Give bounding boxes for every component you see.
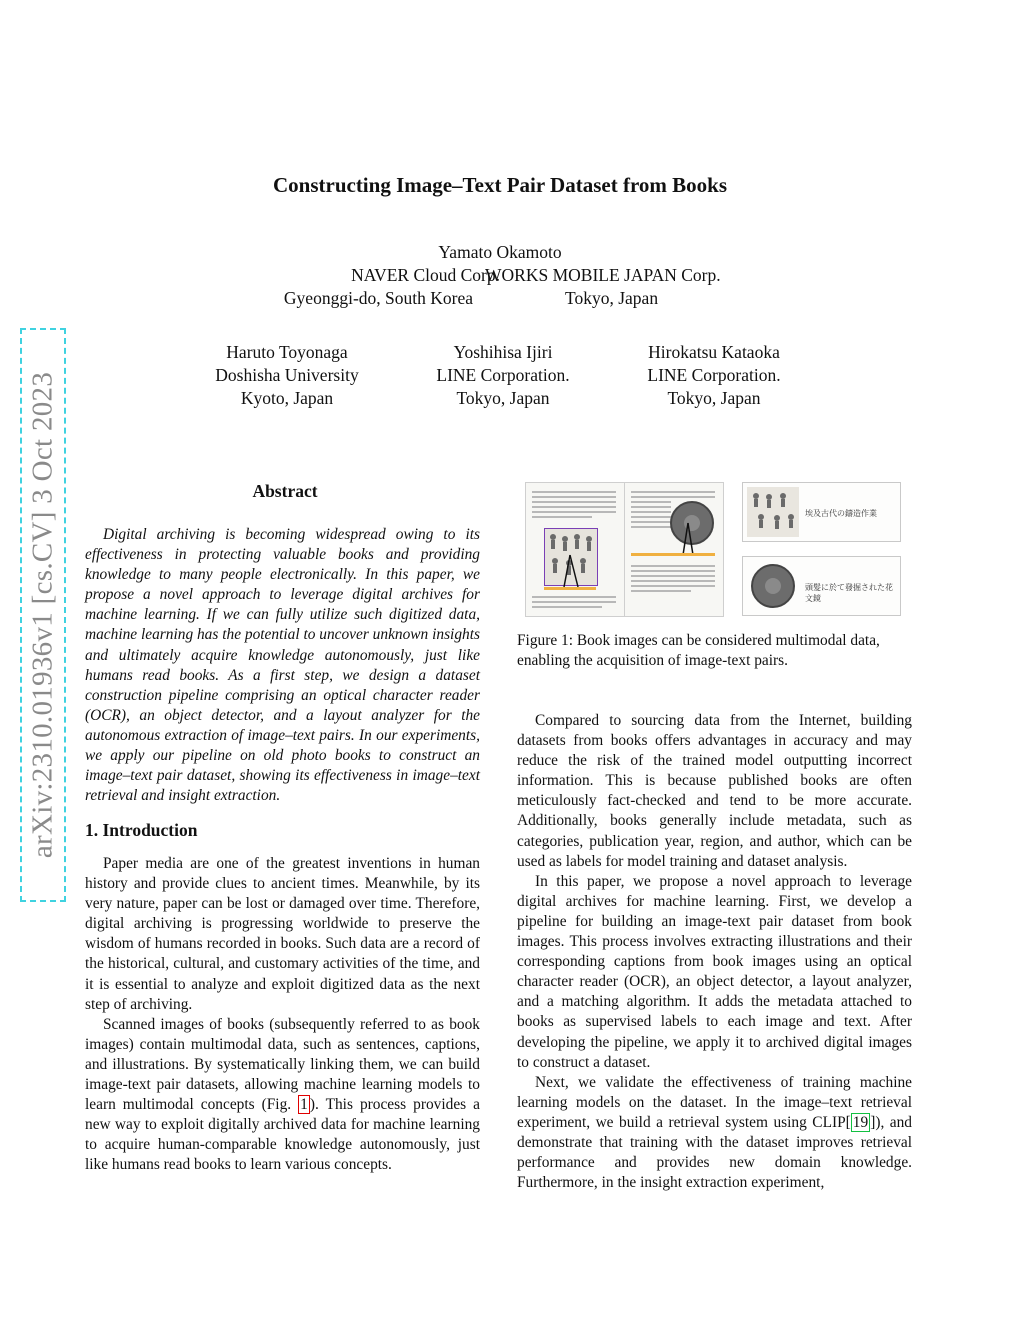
author-location-tokyo: Tokyo, Japan (565, 288, 659, 308)
pair-1-illustration-image (747, 487, 799, 537)
figure-1-reference-link[interactable]: 1 (300, 1096, 308, 1114)
pair-1-caption: 埃及古代の鑄造作業 (805, 509, 877, 518)
author-location: Kyoto, Japan (240, 388, 334, 408)
author-affiliation: Doshisha University (215, 365, 359, 385)
book-page-right-image (624, 482, 724, 617)
figure-1 (525, 480, 905, 618)
author-affiliation-naver: NAVER Cloud Corp. (351, 265, 500, 285)
pair-2-mirror-image (751, 564, 795, 608)
author-kataoka (614, 341, 814, 410)
right-column-body (517, 711, 912, 1193)
author-name: Yoshihisa Ijiri (453, 342, 553, 362)
book-page-left-image (525, 482, 625, 617)
author-toyonaga (187, 341, 387, 410)
section-heading-introduction: 1. Introduction (85, 820, 198, 840)
intro-paragraph-1: Paper media are one of the greatest inventions in human history and provide clues to ancient times. Meanwhile, by its very nature, paper can be lost or damaged over time. Therefore, digital archiving is progressing worldwide to preserve the wisdom of humans recorded in books. Such data are a record of the historical, cultural, and customary activities of the time, and it is essential to analyze and exploit digitized data as the next step of archiving. (85, 855, 480, 1013)
abstract-heading: Abstract (252, 481, 318, 501)
author-name: Hirokatsu Kataoka (648, 342, 780, 362)
author-location: Tokyo, Japan (667, 388, 761, 408)
figure-1-caption: Figure 1: Book images can be considered multimodal data, enabling the acquisition of image-text pairs. (517, 632, 880, 670)
arxiv-stamp-text: arXiv:2310.01936v1 [cs.CV] 3 Oct 2023 (26, 371, 59, 859)
caption-bbox (631, 553, 715, 556)
author-ijiri (403, 341, 603, 410)
arxiv-stamp-link[interactable] (20, 328, 66, 902)
right-paragraph-2: In this paper, we propose a novel approach to leverage digital archives for machine learning. First, we develop a pipeline for building an image-text pair dataset from book images. This process involves extracting illustrations and their corresponding captions from book images using an optical character reader (OCR), an object detector, a layout analyzer, and a matching algorithm. It adds the metadata attached to books as supervised labels to each image and text. After developing the pipeline, we apply it to archived digital images to construct a dataset. (517, 872, 912, 1071)
author-affiliation: LINE Corporation. (647, 365, 781, 385)
citation-19-link[interactable]: 19 (852, 1113, 869, 1131)
pair-panel-1 (742, 482, 901, 542)
right-paragraph-3: Next, we validate the effectiveness of training machine learning models on the dataset. In the image–text retrieval experiment, we build a retrieval system using CLIP[ 19 ]), and demonstrate that training with the dataset improves retrieval performance and provides new domain knowledge. Furthermore, in the insight extraction experiment, (517, 1073, 912, 1192)
author-location-gyeonggi: Gyeonggi-do, South Korea (283, 288, 473, 308)
pair-2-caption: 頭髪に於て發掘された花文鏡 (805, 583, 893, 603)
author-name-okamoto: Yamato Okamoto (438, 242, 562, 262)
pair-panel-2 (742, 556, 901, 616)
intro-paragraph-2: Scanned images of books (subsequently referred to as book images) contain multimodal data, such as sentences, captions, and illustrations. By systematically linking them, we can build image-text pair datasets, allowing machine learning models to learn multimodal concepts (Fig. 1 ). This process provides a new way to exploit digitally archived data for machine learning to acquire human-comparable knowledge autonomously, just like humans read books to learn various concepts. (85, 1015, 480, 1174)
author-affiliation: LINE Corporation. (436, 365, 570, 385)
caption-bbox (544, 587, 596, 590)
paper-title: Constructing Image–Text Pair Dataset from Books (272, 173, 727, 197)
author-affiliation-works: WORKS MOBILE JAPAN Corp. (485, 265, 721, 285)
right-paragraph-1: Compared to sourcing data from the Internet, building datasets from books offers advantages in accuracy and may reduce the risk of the trained model outputting incorrect information. This is because published books are often meticulously fact-checked and tend to be more accurate. Additionally, books generally include metadata, such as categories, publication year, region, and author, which can be used as labels for model training and dataset analysis. (517, 712, 912, 870)
abstract-text: Digital archiving is becoming widespread owing to its effectiveness in protecting valuable books and providing knowledge to many people electronically. In this paper, we propose a novel approach to leverage digital archives for machine learning. If we can fully utilize such digitized data, machine learning has the potential to uncover unknown insights and ultimately acquire knowledge autonomously, just like humans read books. As a first step, we design a dataset construction pipeline comprising an optical character reader (OCR), an object detector, and a layout analyzer for the autonomous extraction of image–text pairs. In our experiments, we apply our pipeline on old photo books to construct an image–text pair dataset, showing its effectiveness in image–text retrieval and insight extraction. (85, 526, 480, 805)
pair-arrow-right (625, 483, 723, 616)
author-name: Haruto Toyonaga (226, 342, 348, 362)
left-column-body (85, 854, 480, 1176)
author-location: Tokyo, Japan (456, 388, 550, 408)
